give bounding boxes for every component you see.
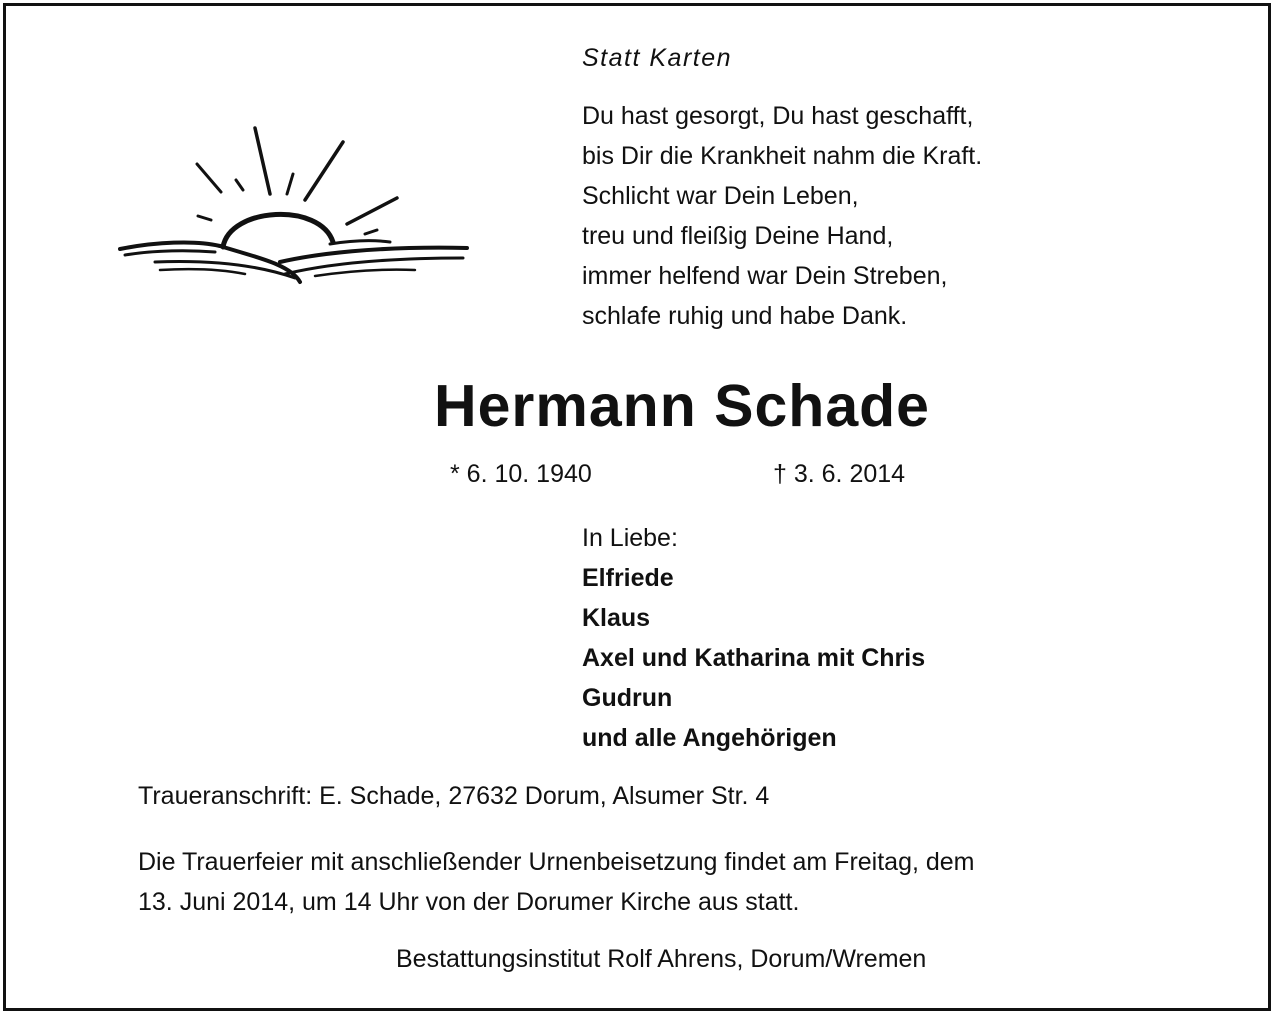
poem-line: bis Dir die Krankheit nahm die Kraft. bbox=[582, 142, 983, 170]
mourners-list bbox=[582, 518, 925, 758]
poem-line: immer helfend war Dein Streben, bbox=[582, 262, 948, 290]
service-line: Die Trauerfeier mit anschließender Urnenbeisetzung findet am Freitag, dem bbox=[138, 848, 975, 876]
mourner-name: Axel und Katharina mit Chris bbox=[582, 644, 926, 672]
deceased-name: Hermann Schade bbox=[434, 373, 930, 439]
service-line: 13. Juni 2014, um 14 Uhr von der Dorumer Kirche aus statt. bbox=[138, 888, 800, 916]
death-date: † 3. 6. 2014 bbox=[773, 460, 906, 488]
mourner-name: Elfriede bbox=[582, 564, 674, 592]
poem bbox=[582, 96, 982, 336]
setting-sun-icon bbox=[115, 122, 475, 297]
poem-line: schlafe ruhig und habe Dank. bbox=[582, 302, 908, 330]
heading-statt-karten: Statt Karten bbox=[582, 44, 733, 72]
mourning-address: Traueranschrift: E. Schade, 27632 Dorum, Alsumer Str. 4 bbox=[138, 782, 770, 810]
poem-line: Schlicht war Dein Leben, bbox=[582, 182, 859, 210]
birth-date: * 6. 10. 1940 bbox=[450, 460, 592, 488]
mourner-name: und alle Angehörigen bbox=[582, 724, 837, 752]
mourner-name: Gudrun bbox=[582, 684, 673, 712]
funeral-service-info bbox=[138, 842, 975, 922]
mourner-name: Klaus bbox=[582, 604, 651, 632]
poem-line: Du hast gesorgt, Du hast geschafft, bbox=[582, 102, 974, 130]
mourners-intro: In Liebe: bbox=[582, 524, 678, 552]
undertaker: Bestattungsinstitut Rolf Ahrens, Dorum/Wremen bbox=[396, 945, 927, 973]
poem-line: treu und fleißig Deine Hand, bbox=[582, 222, 894, 250]
